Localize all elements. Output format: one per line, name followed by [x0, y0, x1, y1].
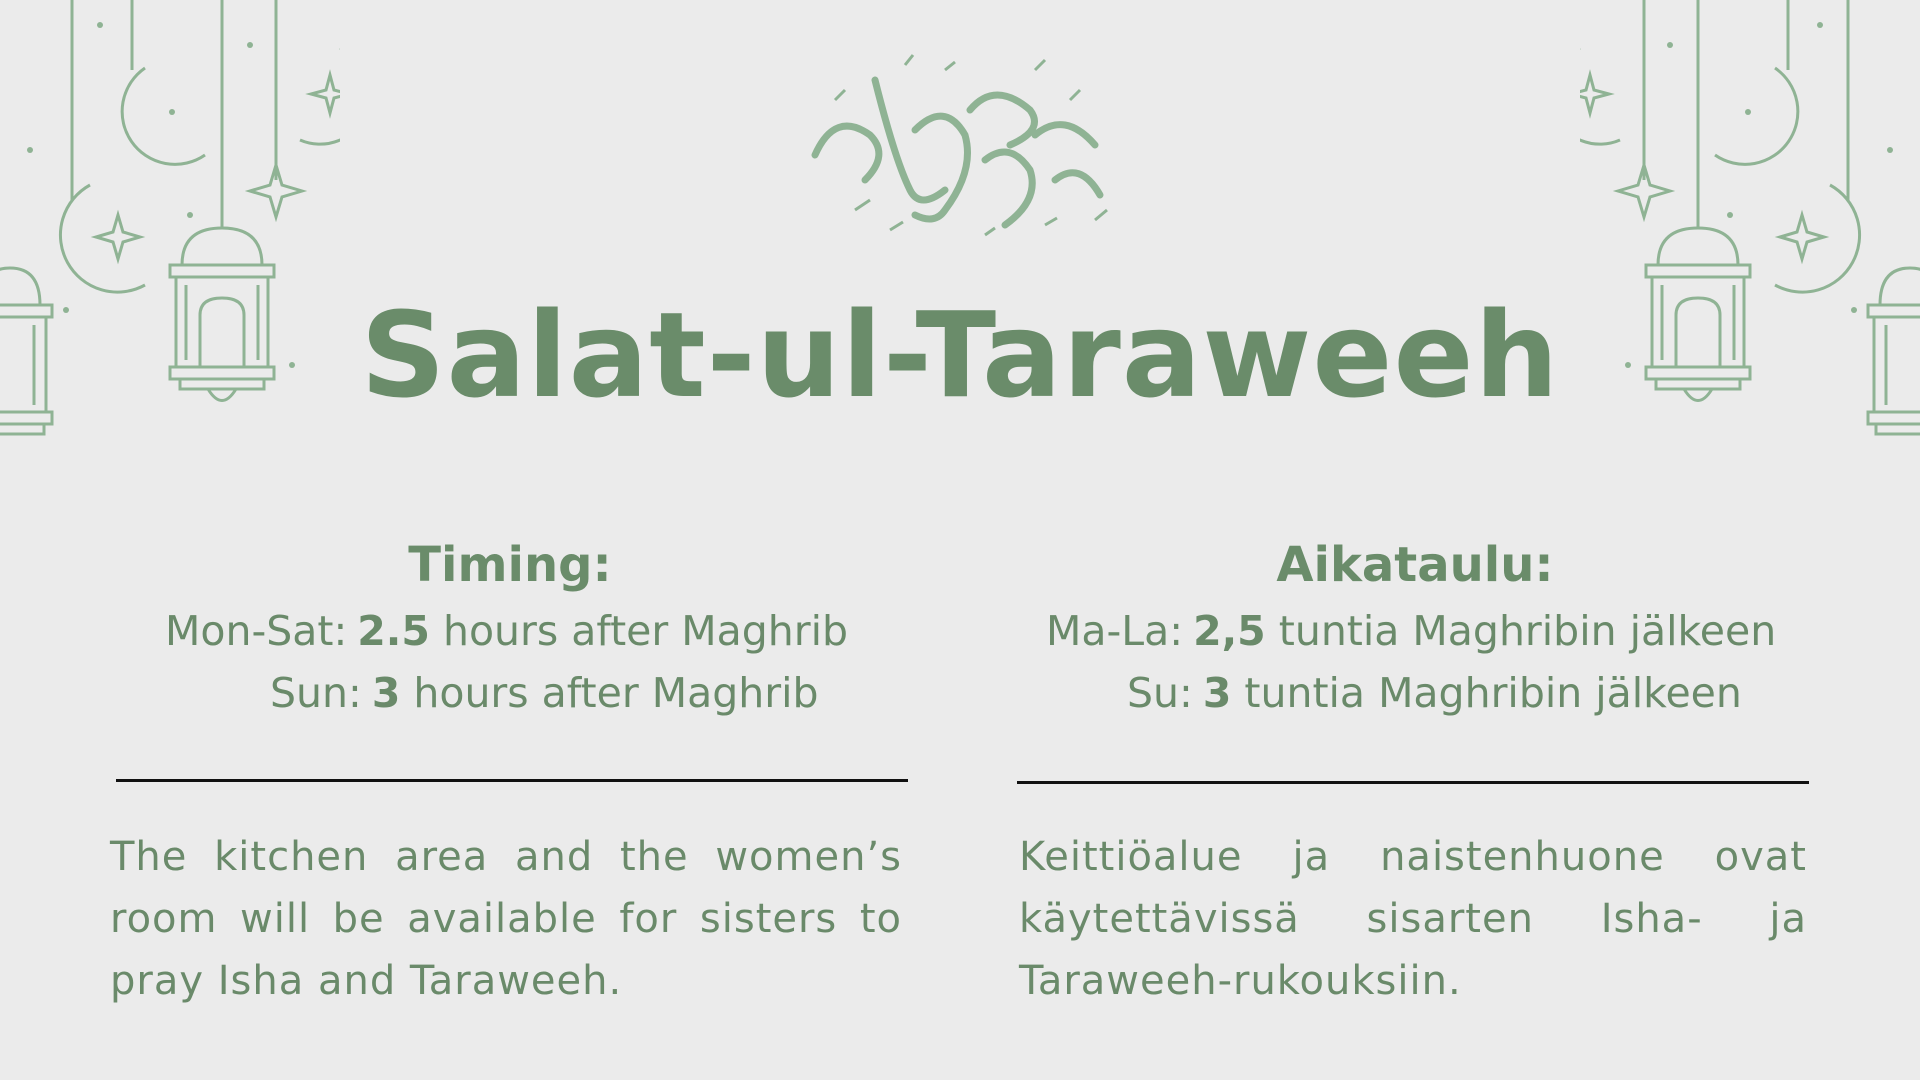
divider-right [1017, 781, 1809, 784]
page-title: Salat-ul-Taraweeh [360, 286, 1560, 424]
ramadan-kareem-calligraphy-icon [795, 40, 1125, 250]
schedule-list [1015, 600, 1815, 724]
star-icon [1580, 75, 1609, 113]
schedule-row [110, 662, 910, 724]
schedule-day: Ma-La: [1046, 607, 1184, 655]
schedule-value: 2,5 [1193, 607, 1266, 655]
timing-heading: Timing: [408, 537, 612, 593]
schedule-rest: tuntia Maghribin jälkeen [1265, 607, 1777, 655]
schedule-rest: tuntia Maghribin jälkeen [1231, 669, 1742, 717]
crescent-moon-icon [1715, 68, 1798, 164]
english-note: The kitchen area and the women’s room will be available for sisters to pray Isha and Taraweeh. [110, 834, 902, 1004]
schedule-list [110, 600, 910, 724]
finnish-column [1015, 530, 1815, 724]
schedule-value: 2.5 [357, 607, 430, 655]
schedule-row [1015, 662, 1815, 724]
schedule-day: Mon-Sat: [165, 607, 348, 655]
schedule-row [1015, 600, 1815, 662]
schedule-rest: hours after Maghrib [400, 669, 819, 717]
schedule-day: Su: [1127, 669, 1193, 717]
schedule-value: 3 [371, 669, 401, 717]
star-icon [1780, 215, 1824, 259]
schedule-value: 3 [1202, 669, 1232, 717]
aikataulu-heading: Aikataulu: [1276, 537, 1554, 593]
star-icon [96, 215, 140, 259]
schedule-day: Sun: [270, 669, 362, 717]
crescent-moon-icon [122, 68, 205, 164]
finnish-note: Keittiöalue ja naistenhuone ovat käytettävissä sisarten Isha- ja Taraweeh-rukouksiin. [1019, 834, 1807, 1004]
divider-left [116, 779, 908, 782]
schedule-row [110, 600, 910, 662]
english-column [110, 530, 910, 724]
star-icon [311, 75, 340, 113]
schedule-rest: hours after Maghrib [429, 607, 849, 655]
